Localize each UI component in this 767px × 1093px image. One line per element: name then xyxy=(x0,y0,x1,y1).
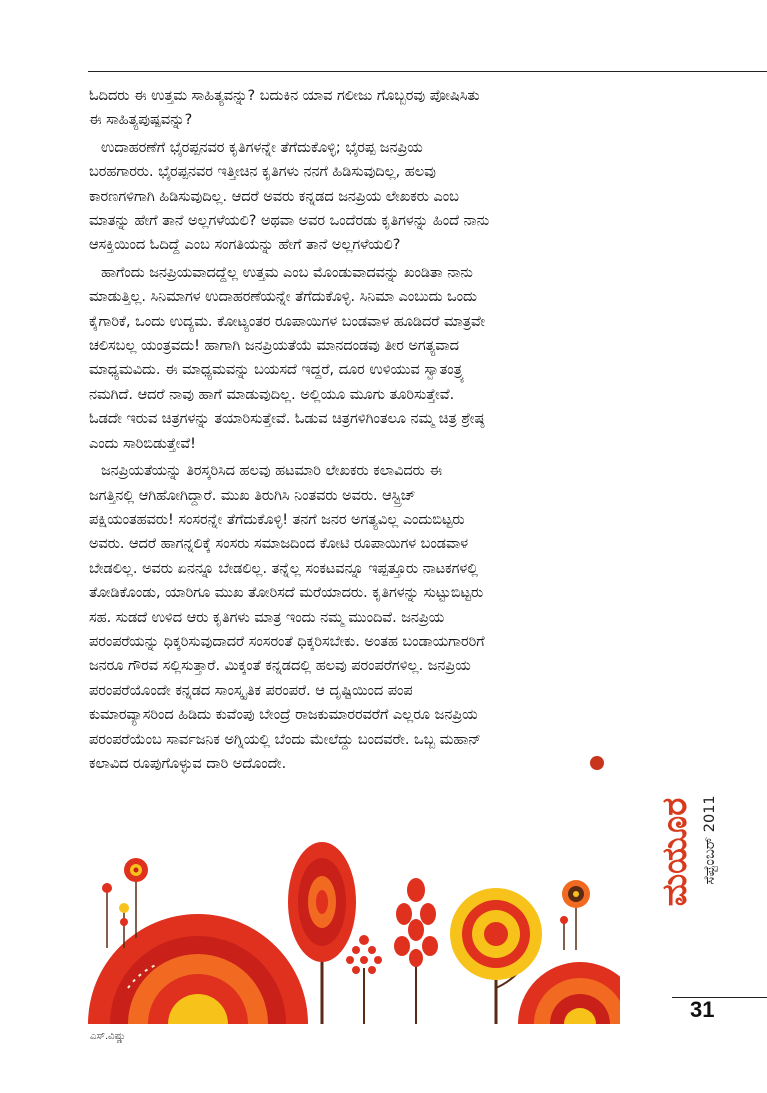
page-number: 31 xyxy=(690,997,715,1022)
dotted-tree-small xyxy=(346,935,382,1024)
article-end-mark xyxy=(590,756,604,770)
small-flowers-right xyxy=(560,880,590,950)
paragraph-1: ಓದಿದರು ಈ ಉತ್ತಮ ಸಾಹಿತ್ಯವನ್ನು? ಬದುಕಿನ ಯಾವ ಗಲೀಜು ಗೊಬ್ಬರವು ಪೋಷಿಸಿತು ಈ ಸಾಹಿತ್ಯಪುಷ್ಪವನ್ನು? xyxy=(89,88,480,129)
issue-date: ಸೆಪ್ಟೆಂಬರ್ 2011 xyxy=(702,795,718,885)
top-rule xyxy=(88,71,767,72)
article-body xyxy=(89,84,617,779)
page-number-rule xyxy=(672,997,767,998)
magazine-masthead: ಮಯೂರ xyxy=(655,797,695,907)
paragraph-2: ಉದಾಹರಣೆಗೆ ಭೈರಪ್ಪನವರ ಕೃತಿಗಳನ್ನೇ ತೆಗೆದುಕೊಳ್ಳಿ; ಭೈರಪ್ಪ ಜನಪ್ರಿಯ ಬರಹಗಾರರು. ಭೈರಪ್ಪನವರ ಇತ್ತೀಚಿನ ಕೃತಿಗಳು ನನಗೆ ಹಿಡಿಸುವುದಿಲ್ಲ, ಹಲವು ಕಾರಣಗಳಿಗಾಗಿ ಹಿಡಿಸುವುದಿಲ್ಲ. ಆದರೆ ಅವರು ಕನ್ನಡದ ಜನಪ್ರಿಯ ಲೇಖಕರು ಎಂಬ ಮಾತನ್ನು ಹೇಗೆ ತಾನೆ ಅಲ್ಲಗಳೆಯಲಿ? ಅಥವಾ ಅವರ ಒಂದೆರಡು ಕೃತಿಗಳನ್ನು ಹಿಂದೆ ನಾನು ಆಸಕ್ತಿಯಿಂದ ಓದಿದ್ದೆ ಎಂಬ ಸಂಗತಿಯನ್ನು ಹೇಗೆ ತಾನೆ ಅಲ್ಲಗಳೆಯಲಿ? xyxy=(89,139,490,254)
left-mound xyxy=(88,914,308,1024)
floral-illustration xyxy=(88,838,620,1024)
dotted-tree-tall xyxy=(394,878,438,1024)
paragraph-3: ಹಾಗೆಂದು ಜನಪ್ರಿಯವಾದದ್ದೆಲ್ಲ ಉತ್ತಮ ಎಂಬ ಮೊಂಡುವಾದವನ್ನು ಖಂಡಿತಾ ನಾನು ಮಾಡುತ್ತಿಲ್ಲ. ಸಿನಿಮಾಗಳ ಉದಾಹರಣೆಯನ್ನೇ ತೆಗೆದುಕೊಳ್ಳಿ. ಸಿನಿಮಾ ಎಂಬುದು ಒಂದು ಕೈಗಾರಿಕೆ, ಒಂದು ಉದ್ಯಮ. ಕೋಟ್ಯಂತರ ರೂಪಾಯಿಗಳ ಬಂಡವಾಳ ಹೂಡಿದರೆ ಮಾತ್ರವೇ ಚಲಿಸಬಲ್ಲ ಯಂತ್ರವದು! ಹಾಗಾಗಿ ಜನಪ್ರಿಯತೆಯೆ ಮಾನದಂಡವು ತೀರ ಅಗತ್ಯವಾದ ಮಾಧ್ಯಮವಿದು. ಈ ಮಾಧ್ಯಮವನ್ನು ಬಯಸದೆ ಇದ್ದರೆ, ದೂರ ಉಳಿಯುವ ಸ್ವಾತಂತ್ರ್ಯ ನಮಗಿದೆ. ಆದರೆ ನಾವು ಹಾಗೆ ಮಾಡುವುದಿಲ್ಲ. ಅಲ್ಲಿಯೂ ಮೂಗು ತೂರಿಸುತ್ತೇವೆ. ಓಡದೇ ಇರುವ ಚಿತ್ರಗಳನ್ನು ತಯಾರಿಸುತ್ತೇವೆ. ಓಡುವ ಚಿತ್ರಗಳಿಗಿಂತಲೂ ನಮ್ಮ ಚಿತ್ರ ಶ್ರೇಷ್ಠ ಎಂದು ಸಾರಿಬಿಡುತ್ತೇವೆ! xyxy=(89,264,485,452)
illustration-credit: ಎಸ್.ವಿಷ್ಣು xyxy=(90,1031,126,1042)
right-mound xyxy=(518,962,620,1024)
paragraph-4: ಜನಪ್ರಿಯತೆಯನ್ನು ತಿರಸ್ಕರಿಸಿದ ಹಲವು ಹಟಮಾರಿ ಲೇಖಕರು ಕಲಾವಿದರು ಈ ಜಗತ್ತಿನಲ್ಲಿ ಆಗಿಹೋಗಿದ್ದಾರೆ. ಮುಖ ತಿರುಗಿಸಿ ನಿಂತವರು ಅವರು. ಆಸ್ಟ್ರಿಚ್ ಪಕ್ಷಿಯಂತಹವರು! ಸಂಸರನ್ನೇ ತೆಗೆದುಕೊಳ್ಳಿ! ತನಗೆ ಜನರ ಅಗತ್ಯವಿಲ್ಲ ಎಂದುಬಿಟ್ಟರು ಅವರು. ಆದರೆ ಹಾಗನ್ನಲಿಕ್ಕೆ ಸಂಸರು ಸಮಾಜದಿಂದ ಕೋಟಿ ರೂಪಾಯಿಗಳ ಬಂಡವಾಳ ಬೇಡಲಿಲ್ಲ. ಅವರು ಏನನ್ನೂ ಬೇಡಲಿಲ್ಲ. ತನ್ನೆಲ್ಲ ಸಂಕಟವನ್ನೂ ಇಪ್ಪತ್ತೂರು ನಾಟಕಗಳಲ್ಲಿ ತೋಡಿಕೊಂಡು, ಯಾರಿಗೂ ಮುಖ ತೋರಿಸದೆ ಮರೆಯಾದರು. ಕೃತಿಗಳನ್ನು ಸುಟ್ಟುಬಿಟ್ಟರು ಸಹ. ಸುಡದೆ ಉಳಿದ ಆರು ಕೃತಿಗಳು ಮಾತ್ರ ಇಂದು ನಮ್ಮ ಮುಂದಿವೆ. ಜನಪ್ರಿಯ ಪರಂಪರೆಯನ್ನು ಧಿಕ್ಕರಿಸುವುದಾದರೆ ಸಂಸರಂತೆ ಧಿಕ್ಕರಿಸಬೇಕು. ಅಂತಹ ಬಂಡಾಯಗಾರರಿಗೆ ಜನರೂ ಗೌರವ ಸಲ್ಲಿಸುತ್ತಾರೆ. ಮಿಕ್ಕಂತೆ ಕನ್ನಡದಲ್ಲಿ ಹಲವು ಪರಂಪರೆಗಳಿಲ್ಲ. ಜನಪ್ರಿಯ ಪರಂಪರೆಯೊಂದೇ ಕನ್ನಡದ ಸಾಂಸ್ಕೃತಿಕ ಪರಂಪರೆ. ಆ ದೃಷ್ಟಿಯಿಂದ ಪಂಪ ಕುಮಾರವ್ಯಾಸರಿಂದ ಹಿಡಿದು ಕುವೆಂಪು ಬೇಂದ್ರೆ ರಾಜಕುಮಾರರವರೆಗೆ ಎಲ್ಲರೂ ಜನಪ್ರಿಯ ಪರಂಪರೆಯೆಂಬ ಸಾರ್ವಜನಿಕ ಅಗ್ನಿಯಲ್ಲಿ ಬೆಂದು ಮೇಲೆದ್ದು ಬಂದವರೇ. ಒಬ್ಬ ಮಹಾನ್ ಕಲಾವಿದ ರೂಪುಗೊಳ್ಳುವ ದಾರಿ ಅದೊಂದೇ. xyxy=(89,463,485,772)
